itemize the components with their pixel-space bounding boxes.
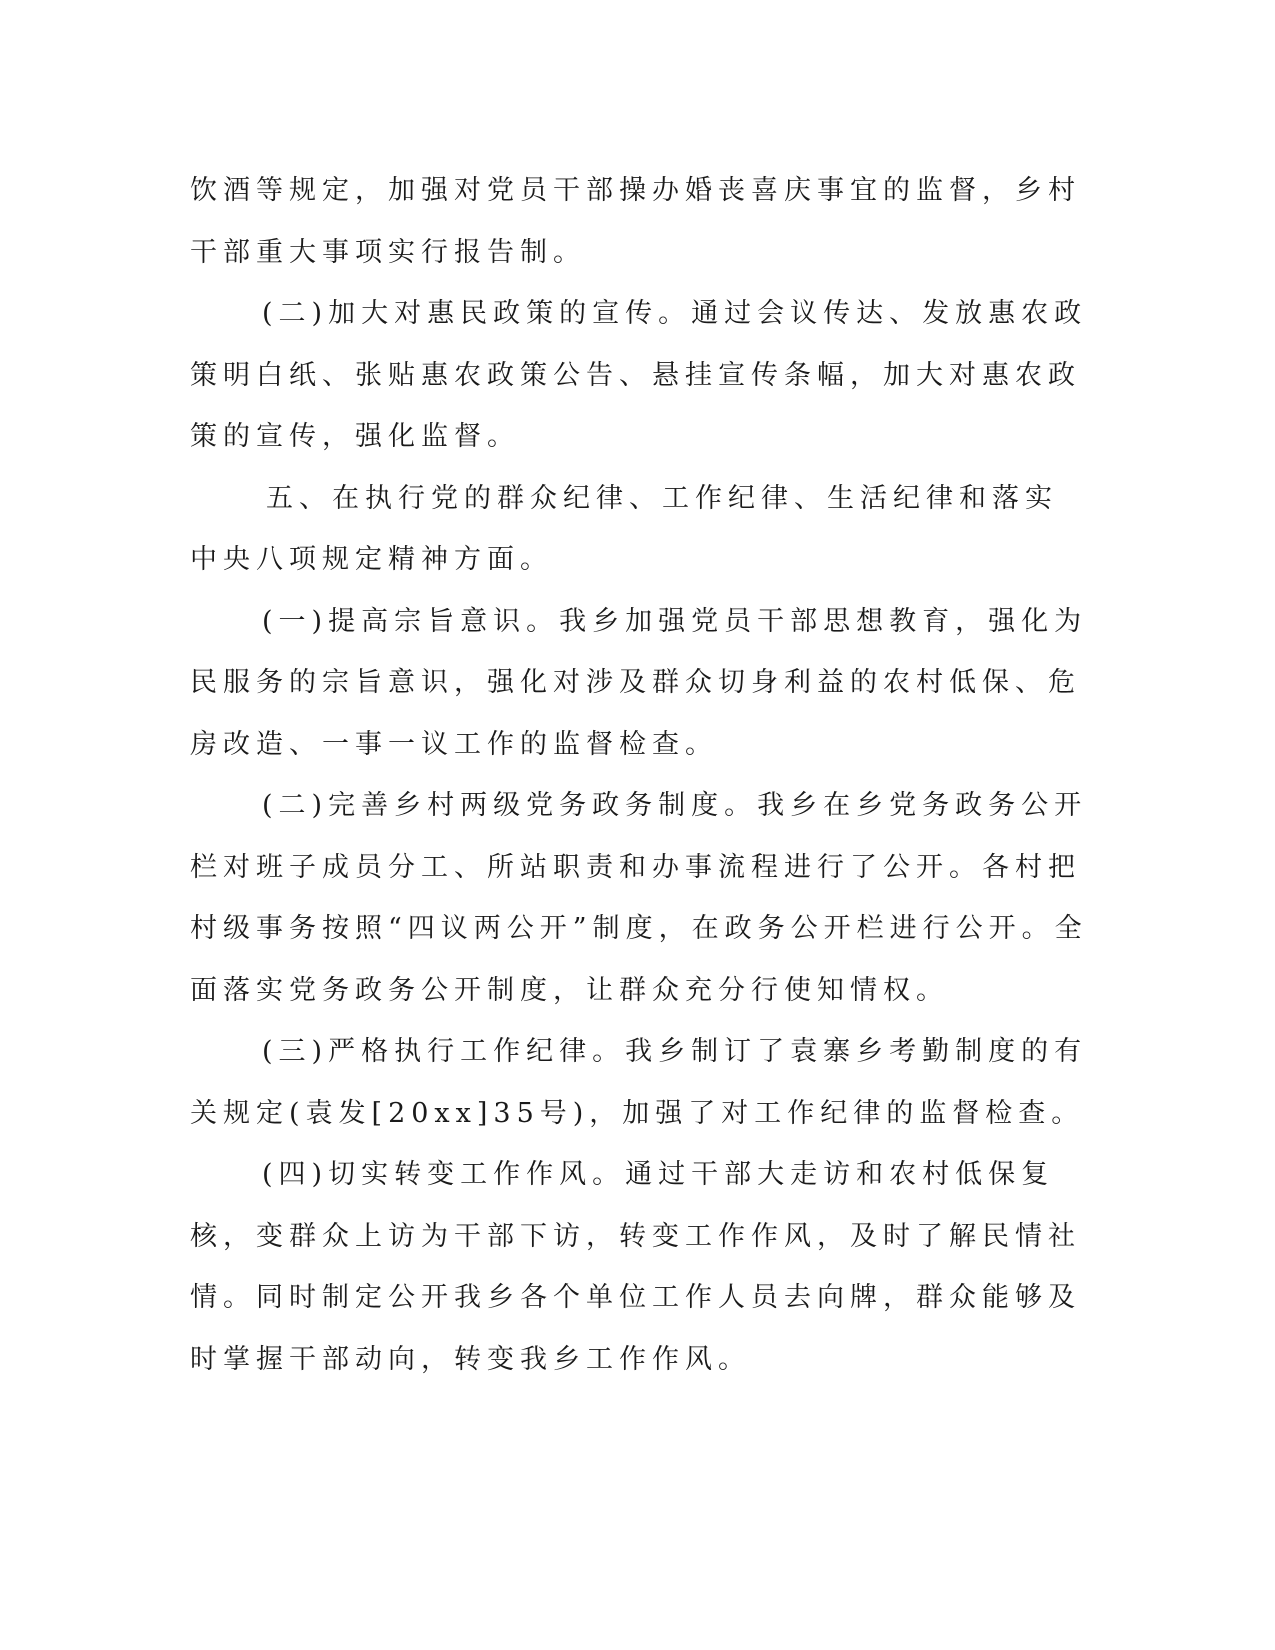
paragraph-work-discipline: (三)严格执行工作纪律。我乡制订了袁寨乡考勤制度的有关规定(袁发[20xx]35号)，加强了对工作纪律的监督检查。 (190, 1036, 1088, 1129)
paragraph-policy-publicity: (二)加大对惠民政策的宣传。通过会议传达、发放惠农政策明白纸、张贴惠农政策公告、悬挂宣传条幅，加大对惠农政策的宣传，强化监督。 (190, 298, 1088, 452)
paragraph-purpose-awareness: (一)提高宗旨意识。我乡加强党员干部思想教育，强化为民服务的宗旨意识，强化对涉及群众切身利益的农村低保、危房改造、一事一议工作的监督检查。 (190, 605, 1088, 760)
paragraph-affairs-disclosure: (二)完善乡村两级党务政务制度。我乡在乡党务政务公开栏对班子成员分工、所站职责和办事流程进行了公开。各村把村级事务按照“四议两公开”制度，在政务公开栏进行公开。全面落实党务政务公开制度，让群众充分行使知情权。 (190, 790, 1088, 1006)
paragraph-work-style: (四)切实转变工作作风。通过干部大走访和农村低保复核，变群众上访为干部下访，转变工作作风，及时了解民情社情。同时制定公开我乡各个单位工作人员去向牌，群众能够及时掌握干部动向，转变我乡工作作风。 (190, 1159, 1081, 1375)
document-body (190, 160, 1090, 1390)
section-heading-five: 五、在执行党的群众纪律、工作纪律、生活纪律和落实中央八项规定精神方面。 (190, 482, 1058, 575)
paragraph-continuation: 饮酒等规定，加强对党员干部操办婚丧喜庆事宜的监督，乡村干部重大事项实行报告制。 (190, 175, 1081, 268)
